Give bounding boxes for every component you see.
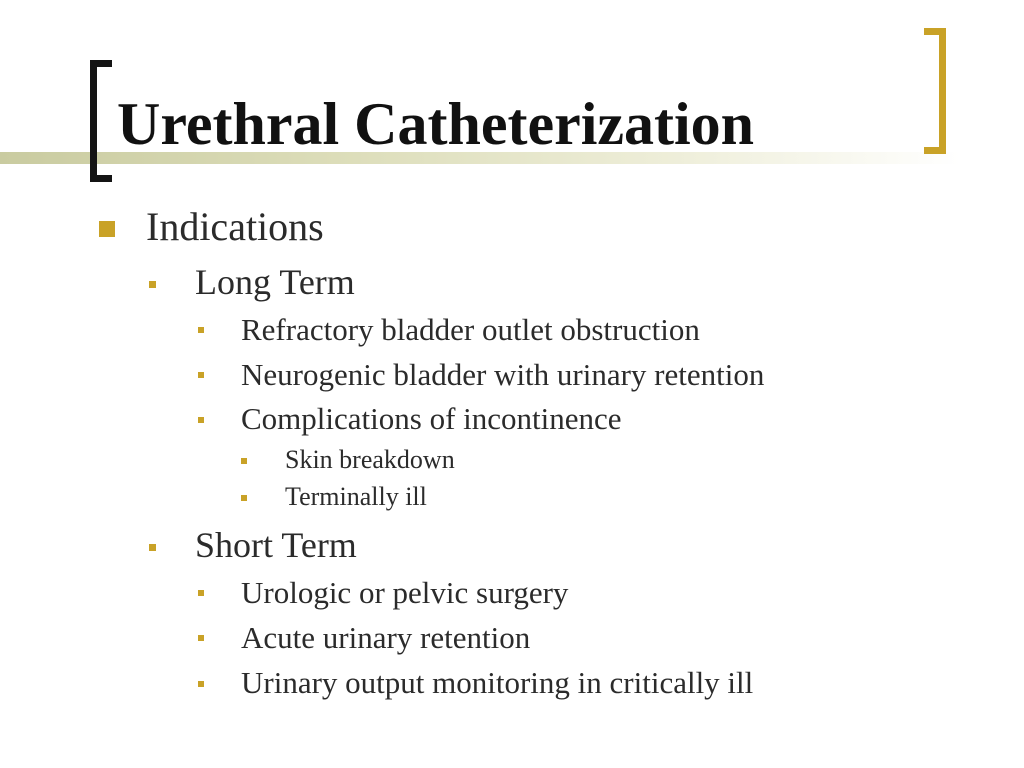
square-bullet-icon [198, 635, 204, 641]
square-bullet-icon [149, 544, 156, 551]
square-bullet-icon [241, 458, 247, 464]
square-bullet-icon [198, 417, 204, 423]
square-bullet-icon [149, 281, 156, 288]
square-bullet-icon [198, 590, 204, 596]
list-item: Refractory bladder outlet obstruction [241, 312, 700, 347]
list-item: Acute urinary retention [241, 620, 531, 655]
right-bracket-decoration [924, 28, 946, 154]
sub-list-item: Skin breakdown [285, 445, 455, 474]
list-item: Urologic or pelvic surgery [241, 575, 569, 610]
list-item: Neurogenic bladder with urinary retention [241, 357, 765, 392]
slide-title: Urethral Catheterization [117, 91, 755, 157]
square-bullet-icon [198, 681, 204, 687]
left-bracket-decoration [90, 60, 112, 182]
sub-list-item: Terminally ill [285, 482, 427, 511]
list-item: Complications of incontinence [241, 401, 622, 436]
short-term-label: Short Term [195, 525, 357, 565]
heading-indications: Indications [146, 204, 324, 249]
long-term-label: Long Term [195, 262, 355, 302]
square-bullet-icon [198, 372, 204, 378]
square-bullet-icon [99, 221, 115, 237]
square-bullet-icon [241, 495, 247, 501]
list-item: Urinary output monitoring in critically ill [241, 665, 754, 700]
square-bullet-icon [198, 327, 204, 333]
